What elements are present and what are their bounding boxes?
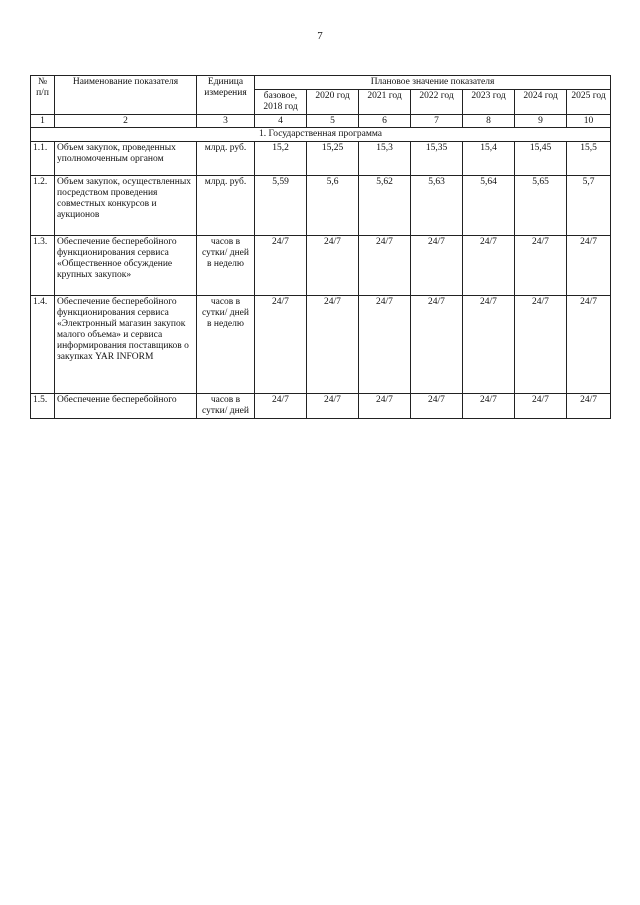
header-no: № п/п [31, 76, 55, 115]
value-cell: 24/7 [359, 236, 411, 296]
indicator-name: Обеспечение бесперебойного [55, 394, 197, 419]
column-number: 3 [197, 115, 255, 128]
indicator-name: Обеспечение бесперебойного функционирования сервиса «Общественное обсуждение крупных закупок» [55, 236, 197, 296]
value-cell: 24/7 [515, 296, 567, 394]
indicator-name: Объем закупок, проведенных уполномоченным органом [55, 142, 197, 176]
table-row [31, 142, 611, 176]
value-cell: 5,65 [515, 176, 567, 236]
value-cell: 24/7 [255, 296, 307, 394]
row-number: 1.4. [31, 296, 55, 394]
row-number: 1.3. [31, 236, 55, 296]
row-number: 1.2. [31, 176, 55, 236]
section-title: 1. Государственная программа [31, 128, 611, 142]
value-cell: 15,45 [515, 142, 567, 176]
indicator-name: Обеспечение бесперебойного функционирования сервиса «Электронный магазин закупок малого объема» и сервиса информирования поставщиков о закупках YAR INFORM [55, 296, 197, 394]
value-cell: 24/7 [307, 236, 359, 296]
value-cell: 24/7 [567, 236, 611, 296]
value-cell: 24/7 [411, 394, 463, 419]
value-cell: 24/7 [515, 236, 567, 296]
table-row [31, 236, 611, 296]
value-cell: 15,3 [359, 142, 411, 176]
value-cell: 24/7 [255, 394, 307, 419]
value-cell: 24/7 [567, 394, 611, 419]
header-plan: Плановое значение показателя [255, 76, 611, 90]
table-row [31, 296, 611, 394]
column-number-row [31, 115, 611, 128]
column-number: 10 [567, 115, 611, 128]
unit: часов в сутки/ дней [197, 394, 255, 419]
value-cell: 15,35 [411, 142, 463, 176]
header-name: Наименование показателя [55, 76, 197, 115]
value-cell: 24/7 [463, 236, 515, 296]
header-year: 2025 год [567, 90, 611, 115]
table-row [31, 176, 611, 236]
row-number: 1.1. [31, 142, 55, 176]
value-cell: 24/7 [463, 296, 515, 394]
value-cell: 15,5 [567, 142, 611, 176]
column-number: 5 [307, 115, 359, 128]
value-cell: 15,4 [463, 142, 515, 176]
header-year: 2024 год [515, 90, 567, 115]
unit: часов в сутки/ дней в неделю [197, 236, 255, 296]
indicators-table [30, 75, 611, 419]
table-row [31, 394, 611, 419]
row-number: 1.5. [31, 394, 55, 419]
indicator-name: Объем закупок, осуществленных посредством проведения совместных конкурсов и аукционов [55, 176, 197, 236]
header-year: 2021 год [359, 90, 411, 115]
unit: млрд. руб. [197, 142, 255, 176]
unit: часов в сутки/ дней в неделю [197, 296, 255, 394]
value-cell: 24/7 [359, 296, 411, 394]
header-year: 2023 год [463, 90, 515, 115]
header-row-1 [31, 76, 611, 90]
value-cell: 5,6 [307, 176, 359, 236]
column-number: 8 [463, 115, 515, 128]
unit: млрд. руб. [197, 176, 255, 236]
value-cell: 5,64 [463, 176, 515, 236]
header-year: 2020 год [307, 90, 359, 115]
column-number: 1 [31, 115, 55, 128]
column-number: 4 [255, 115, 307, 128]
value-cell: 15,25 [307, 142, 359, 176]
value-cell: 15,2 [255, 142, 307, 176]
value-cell: 24/7 [567, 296, 611, 394]
page-number: 7 [317, 30, 323, 42]
value-cell: 24/7 [411, 296, 463, 394]
header-year: базовое, 2018 год [255, 90, 307, 115]
value-cell: 24/7 [359, 394, 411, 419]
value-cell: 24/7 [307, 394, 359, 419]
value-cell: 5,59 [255, 176, 307, 236]
value-cell: 24/7 [463, 394, 515, 419]
value-cell: 24/7 [255, 236, 307, 296]
column-number: 2 [55, 115, 197, 128]
value-cell: 24/7 [307, 296, 359, 394]
column-number: 7 [411, 115, 463, 128]
value-cell: 5,63 [411, 176, 463, 236]
column-number: 9 [515, 115, 567, 128]
column-number: 6 [359, 115, 411, 128]
value-cell: 5,7 [567, 176, 611, 236]
value-cell: 24/7 [411, 236, 463, 296]
header-year: 2022 год [411, 90, 463, 115]
value-cell: 24/7 [515, 394, 567, 419]
value-cell: 5,62 [359, 176, 411, 236]
header-unit: Единица измерения [197, 76, 255, 115]
section-row [31, 128, 611, 142]
